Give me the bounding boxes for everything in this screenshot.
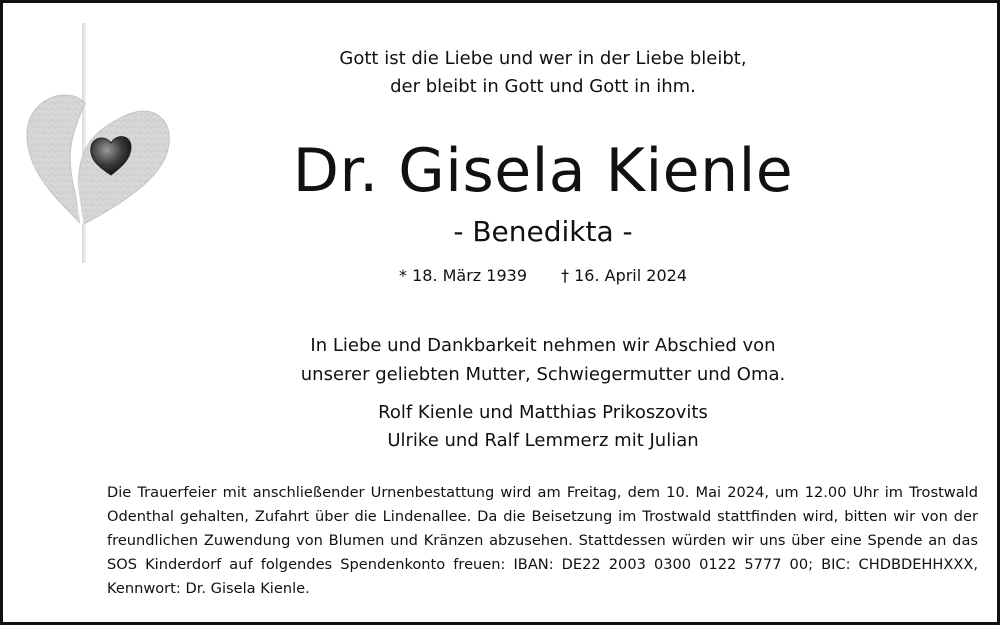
verse-line-1: Gott ist die Liebe und wer in der Liebe bleibt, [339, 48, 747, 69]
bible-verse [183, 45, 903, 101]
stone-heart-icon [21, 23, 181, 263]
mourner-line: Ulrike und Ralf Lemmerz mit Julian [387, 430, 699, 451]
verse-line-2: der bleibt in Gott und Gott in ihm. [390, 76, 696, 97]
farewell-line-1: In Liebe und Dankbarkeit nehmen wir Abschied von [310, 335, 776, 356]
deceased-name: Dr. Gisela Kienle [292, 136, 794, 206]
funeral-details: Die Trauerfeier mit anschließender Urnenbestattung wird am Freitag, dem 10. Mai 2024, um 12.00 Uhr im Trostwald Odenthal gehalten, Zufahrt über die Lindenallee. Da die Beisetzung im Trostwald stattfinden wird, bitten wir von der freundlichen Zuwendung von Blumen und Kränzen abzusehen. Stattdessen würden wir uns über eine Spende an das SOS Kinderdorf auf folgendes Spendenkonto freuen: IBAN: DE22 2003 0300 0122 5777 00; BIC: CHDBDEHHXXX, Kennwort: Dr. Gisela Kienle. [107, 484, 978, 597]
farewell-text [183, 331, 903, 389]
farewell-line-2: unserer geliebten Mutter, Schwiegermutter und Oma. [300, 364, 786, 385]
deceased-nickname: - Benedikta - [453, 215, 633, 248]
birth-date: * 18. März 1939 [398, 266, 527, 285]
mourner-line: Rolf Kienle und Matthias Prikoszovits [378, 402, 708, 423]
mourners-list [183, 399, 903, 455]
death-date: † 16. April 2024 [561, 266, 687, 285]
life-dates [183, 265, 903, 287]
